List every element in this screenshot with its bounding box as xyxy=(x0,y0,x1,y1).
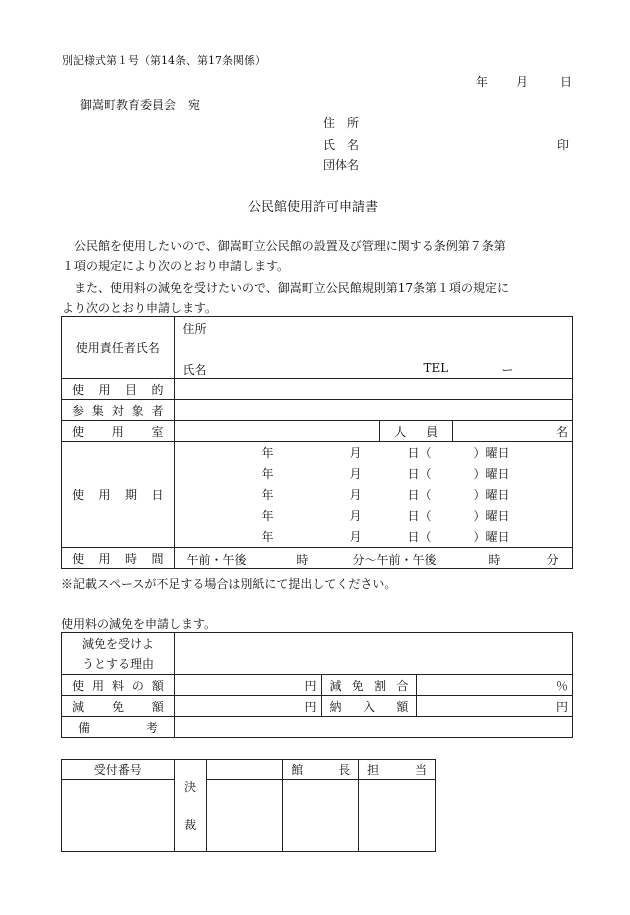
dates-text: 使 用 期 日 xyxy=(72,488,164,502)
blank-field[interactable] xyxy=(206,780,283,852)
document-title: 公民館使用許可申請書 xyxy=(248,200,379,215)
applicant-name-label: 氏 名 xyxy=(323,138,360,152)
date-day-open: 日（ xyxy=(407,509,432,523)
tel-label: TEL xyxy=(423,361,449,375)
fee-text: 使 用 料 の 額 xyxy=(72,678,164,693)
date-day-open: 日（ xyxy=(407,446,432,460)
time-min-end: 分 xyxy=(546,553,559,567)
date-day-open: 日（ xyxy=(407,530,432,544)
decision-label xyxy=(174,760,206,852)
receipt-no-label: 受付番号 xyxy=(62,760,175,780)
name-label: 氏名 xyxy=(182,363,207,377)
date-row[interactable] xyxy=(175,442,572,463)
date-year: 年 xyxy=(261,467,274,481)
office-use-table xyxy=(61,759,436,852)
reduction-table xyxy=(61,632,573,738)
reason-label-line1: 減免を受けよ xyxy=(81,636,154,651)
decision-char-2: 裁 xyxy=(184,817,197,832)
address-label: 住所 xyxy=(182,322,207,336)
time-hour-end: 時 xyxy=(488,553,501,567)
date-month: 月 xyxy=(349,446,362,460)
people-field[interactable]: 名 xyxy=(453,421,573,442)
ratio-field[interactable]: ％ xyxy=(417,675,573,696)
time-label xyxy=(62,548,175,569)
remarks-field[interactable] xyxy=(174,717,572,738)
dates-field[interactable] xyxy=(174,442,572,548)
time-field[interactable] xyxy=(174,548,572,569)
date-month: 月 xyxy=(349,488,362,502)
date-year: 年 xyxy=(261,488,274,502)
dates-list xyxy=(175,442,572,547)
date-month: 月 xyxy=(516,75,529,89)
date-day: 日 xyxy=(560,75,573,89)
body-para1-line1: 公民館を使用したいので、御嵩町立公民館の設置及び管理に関する条例第７条第 xyxy=(74,239,506,253)
fee-label xyxy=(62,675,175,696)
payment-text: 納 入 額 xyxy=(329,699,409,714)
director-field[interactable] xyxy=(283,780,359,852)
purpose-text: 使 用 目 的 xyxy=(72,382,164,397)
audience-field[interactable] xyxy=(174,400,572,421)
blank-header xyxy=(206,760,283,780)
time-min-to: 分〜午前・午後 xyxy=(352,553,437,567)
audience-text: 参 集 対 象 者 xyxy=(72,403,164,418)
seal-mark: 印 xyxy=(557,138,570,152)
body-para2-line1: また、使用料の減免を受けたいので、御嵩町立公民館規則第17条第１項の規定に xyxy=(74,281,510,295)
time-hour-start: 時 xyxy=(296,553,309,567)
reduction-label xyxy=(62,696,175,717)
fee-field[interactable]: 円 xyxy=(174,675,321,696)
reduction-field[interactable]: 円 xyxy=(174,696,321,717)
room-field[interactable] xyxy=(174,421,380,442)
date-row[interactable] xyxy=(175,484,572,505)
remarks-text: 備 考 xyxy=(78,720,158,735)
responsible-field[interactable] xyxy=(174,317,572,379)
date-day-open: 日（ xyxy=(407,467,432,481)
people-label: 人 員 xyxy=(380,421,453,442)
ratio-label xyxy=(321,675,417,696)
date-month: 月 xyxy=(349,530,362,544)
room-text: 使 用 室 xyxy=(72,424,164,439)
time-ampm-start: 午前・午後 xyxy=(186,553,247,567)
dates-label xyxy=(62,442,175,548)
date-year: 年 xyxy=(261,530,274,544)
group-name-label: 団体名 xyxy=(323,158,360,172)
room-label xyxy=(62,421,175,442)
reason-label xyxy=(62,633,175,675)
time-text: 使 用 時 間 xyxy=(72,551,164,566)
date-month: 月 xyxy=(349,467,362,481)
payment-label xyxy=(321,696,417,717)
note-text: ※記載スペースが不足する場合は別紙にて提出してください。 xyxy=(61,577,397,591)
date-weekday-close: ）曜日 xyxy=(473,446,510,460)
date-row[interactable] xyxy=(175,463,572,484)
reason-label-line2: うとする理由 xyxy=(81,656,154,671)
director-label: 館 長 xyxy=(283,760,359,780)
body-para2-line2: より次のとおり申請します。 xyxy=(62,301,218,315)
receipt-no-field[interactable] xyxy=(62,780,175,852)
date-row[interactable] xyxy=(175,505,572,526)
purpose-field[interactable] xyxy=(174,379,572,400)
date-weekday-close: ）曜日 xyxy=(473,509,510,523)
date-day-open: 日（ xyxy=(407,488,432,502)
date-year: 年 xyxy=(261,509,274,523)
remarks-label xyxy=(62,717,175,738)
audience-label xyxy=(62,400,175,421)
body-para1-line2: １項の規定により次のとおり申請します。 xyxy=(62,259,290,273)
addressee: 御嵩町教育委員会 宛 xyxy=(80,98,201,112)
ratio-text: 減 免 割 合 xyxy=(329,678,409,693)
purpose-label xyxy=(62,379,175,400)
payment-field[interactable]: 円 xyxy=(417,696,573,717)
date-month: 月 xyxy=(349,509,362,523)
decision-char-1: 決 xyxy=(184,779,197,794)
date-row[interactable] xyxy=(175,526,572,547)
date-weekday-close: ）曜日 xyxy=(473,467,510,481)
staff-field[interactable] xyxy=(359,780,436,852)
application-table xyxy=(61,316,573,569)
date-weekday-close: ）曜日 xyxy=(473,488,510,502)
applicant-address-label: 住 所 xyxy=(323,116,360,130)
staff-label: 担 当 xyxy=(359,760,436,780)
tel-dash: ー xyxy=(501,363,514,377)
date-year: 年 xyxy=(476,75,489,89)
date-year: 年 xyxy=(261,446,274,460)
reduction-text: 減 免 額 xyxy=(72,699,164,714)
date-weekday-close: ）曜日 xyxy=(473,530,510,544)
reduction-intro: 使用料の減免を申請します。 xyxy=(61,617,217,631)
responsible-label: 使用責任者氏名 xyxy=(62,317,175,379)
form-reference: 別記様式第１号（第14条、第17条関係） xyxy=(62,54,266,67)
reason-field[interactable] xyxy=(174,633,572,675)
